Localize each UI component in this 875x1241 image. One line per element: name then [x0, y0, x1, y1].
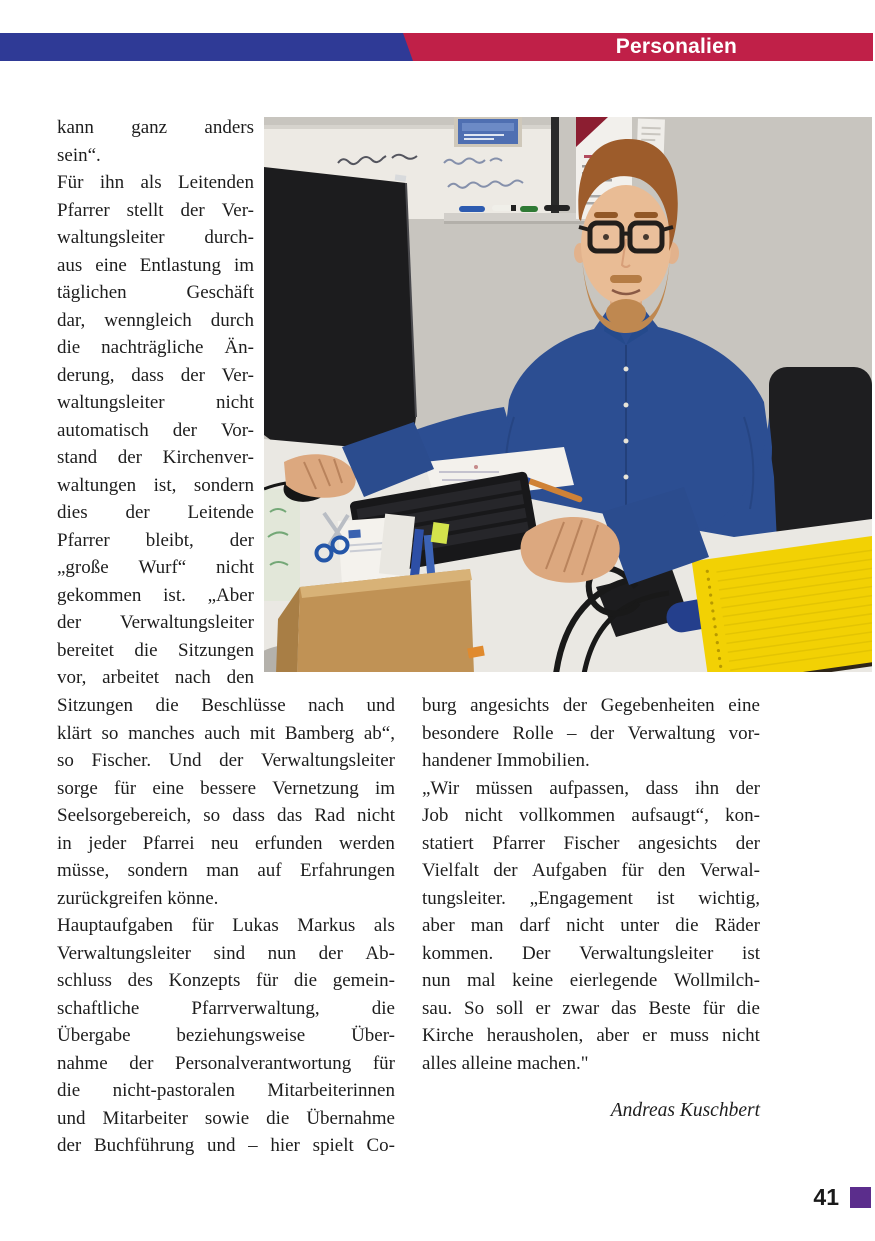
text-line: handener Immobilien.: [422, 750, 590, 771]
text-line: zurückgreifen könne.: [57, 887, 219, 909]
text-line: und Mitarbeiter sowie die Übernahme: [57, 1107, 395, 1129]
text-line: Für ihn als Leitenden: [57, 172, 254, 193]
text-line: kommen. Der Verwaltungsleiter ist: [422, 942, 760, 964]
text-line: waltungsleiter nicht: [57, 392, 254, 413]
text-line: Hauptaufgaben für Lukas Markus als: [57, 915, 395, 936]
marker: [520, 206, 538, 212]
text-line: schaftliche Pfarrverwaltung, die: [57, 997, 395, 1019]
text-line: waltungsleiter durch-: [57, 227, 254, 248]
page-number: 41: [813, 1184, 839, 1210]
text-line: tungsleiter. „Engagement ist wichtig,: [422, 887, 760, 909]
text-line: nahme der Personalverantwortung für: [57, 1052, 395, 1074]
text-line: bereitet die Sitzungen: [57, 639, 254, 661]
text-line: dies der Leitende: [57, 502, 254, 523]
column-right: [422, 695, 760, 1080]
text-line: der Buchführung und – hier spielt Co-: [57, 1135, 395, 1156]
section-title: Personalien: [615, 35, 737, 58]
text-line: „Wir müssen aufpassen, dass ihn der: [422, 777, 760, 799]
text-line: Kirche herausholen, aber er muss nicht: [422, 1025, 760, 1046]
text-line: besondere Rolle – der Verwaltung vor-: [422, 722, 760, 744]
text-line: „große Wurf“ nicht: [57, 557, 254, 578]
text-line: Verwaltungsleiter sind nun der Ab-: [57, 942, 395, 964]
text-line: statiert Pfarrer Fischer angesichts der: [422, 832, 760, 854]
header-bar: [0, 33, 873, 61]
text-line: Seelsorgebereich, so dass das Rad nicht: [57, 805, 395, 826]
article-photo: [264, 117, 872, 672]
text-line: Sitzungen die Beschlüsse nach und: [57, 695, 395, 716]
text-line: sein“.: [57, 144, 101, 166]
text-line: burg angesichts der Gegebenheiten eine: [422, 695, 760, 716]
text-line: in jeder Pfarrei neu erfunden werden: [57, 832, 395, 854]
column-narrow: [57, 117, 254, 695]
text-line: so Fischer. Und der Verwaltungsleiter: [57, 750, 395, 771]
text-line: derung, dass der Ver-: [57, 364, 254, 386]
text-line: der Verwaltungsleiter: [57, 612, 254, 633]
text-line: täglichen Geschäft: [57, 282, 254, 303]
text-line: schluss des Konzepts für die gemein-: [57, 970, 395, 991]
text-line: alles alleine machen.": [422, 1052, 589, 1074]
text-line: kann ganz anders: [57, 117, 254, 138]
text-line: Pfarrer bleibt, der: [57, 529, 254, 551]
text-line: vor, arbeitet nach den: [57, 667, 254, 688]
marker: [459, 206, 485, 212]
text-line: aus eine Entlastung im: [57, 254, 254, 276]
eyebrow: [634, 212, 658, 218]
text-line: sorge für eine bessere Vernetzung im: [57, 777, 395, 799]
mustache: [610, 275, 642, 283]
header-bar-blue-segment: [0, 33, 420, 61]
text-line: waltungen ist, sondern: [57, 474, 254, 496]
text-line: klärt so manches auch mit Bamberg ab“,: [57, 722, 395, 744]
text-line: Job nicht vollkommen aufsaugt“, kon-: [422, 805, 760, 826]
text-line: müsse, sondern man auf Erfahrungen: [57, 860, 395, 881]
text-line: die nicht-pastoralen Mitarbeiterinnen: [57, 1080, 395, 1101]
office-photo-illustration: [264, 117, 872, 672]
author-byline: Andreas Kuschbert: [610, 1100, 760, 1121]
text-line: Übergabe beziehungsweise Über-: [57, 1025, 395, 1046]
greeting-card: [264, 489, 300, 601]
text-line: automatisch der Vor-: [57, 419, 254, 441]
text-line: stand der Kirchenver-: [57, 447, 254, 468]
text-line: dar, wenngleich durch: [57, 309, 254, 331]
text-line: Vielfalt der Aufgaben für den Verwal-: [422, 860, 760, 881]
text-line: gekommen ist. „Aber: [57, 584, 254, 606]
marker: [544, 205, 570, 211]
marker-tip: [511, 205, 516, 211]
pinned-note: [454, 117, 522, 147]
marker: [492, 205, 514, 211]
text-line: die nachträgliche Än-: [57, 337, 254, 358]
sticky-notes: [431, 522, 450, 544]
text-line: aber man darf nicht unter die Räder: [422, 915, 760, 936]
beard-chin: [606, 299, 646, 327]
text-line: sau. So soll er zwar das Beste für die: [422, 997, 760, 1019]
text-line: nun mal keine eierlegende Wollmilch-: [422, 970, 760, 991]
footer-accent-square: [850, 1187, 871, 1208]
column-left: [57, 695, 395, 1163]
text-line: Pfarrer stellt der Ver-: [57, 199, 254, 221]
eyebrow: [594, 212, 618, 218]
